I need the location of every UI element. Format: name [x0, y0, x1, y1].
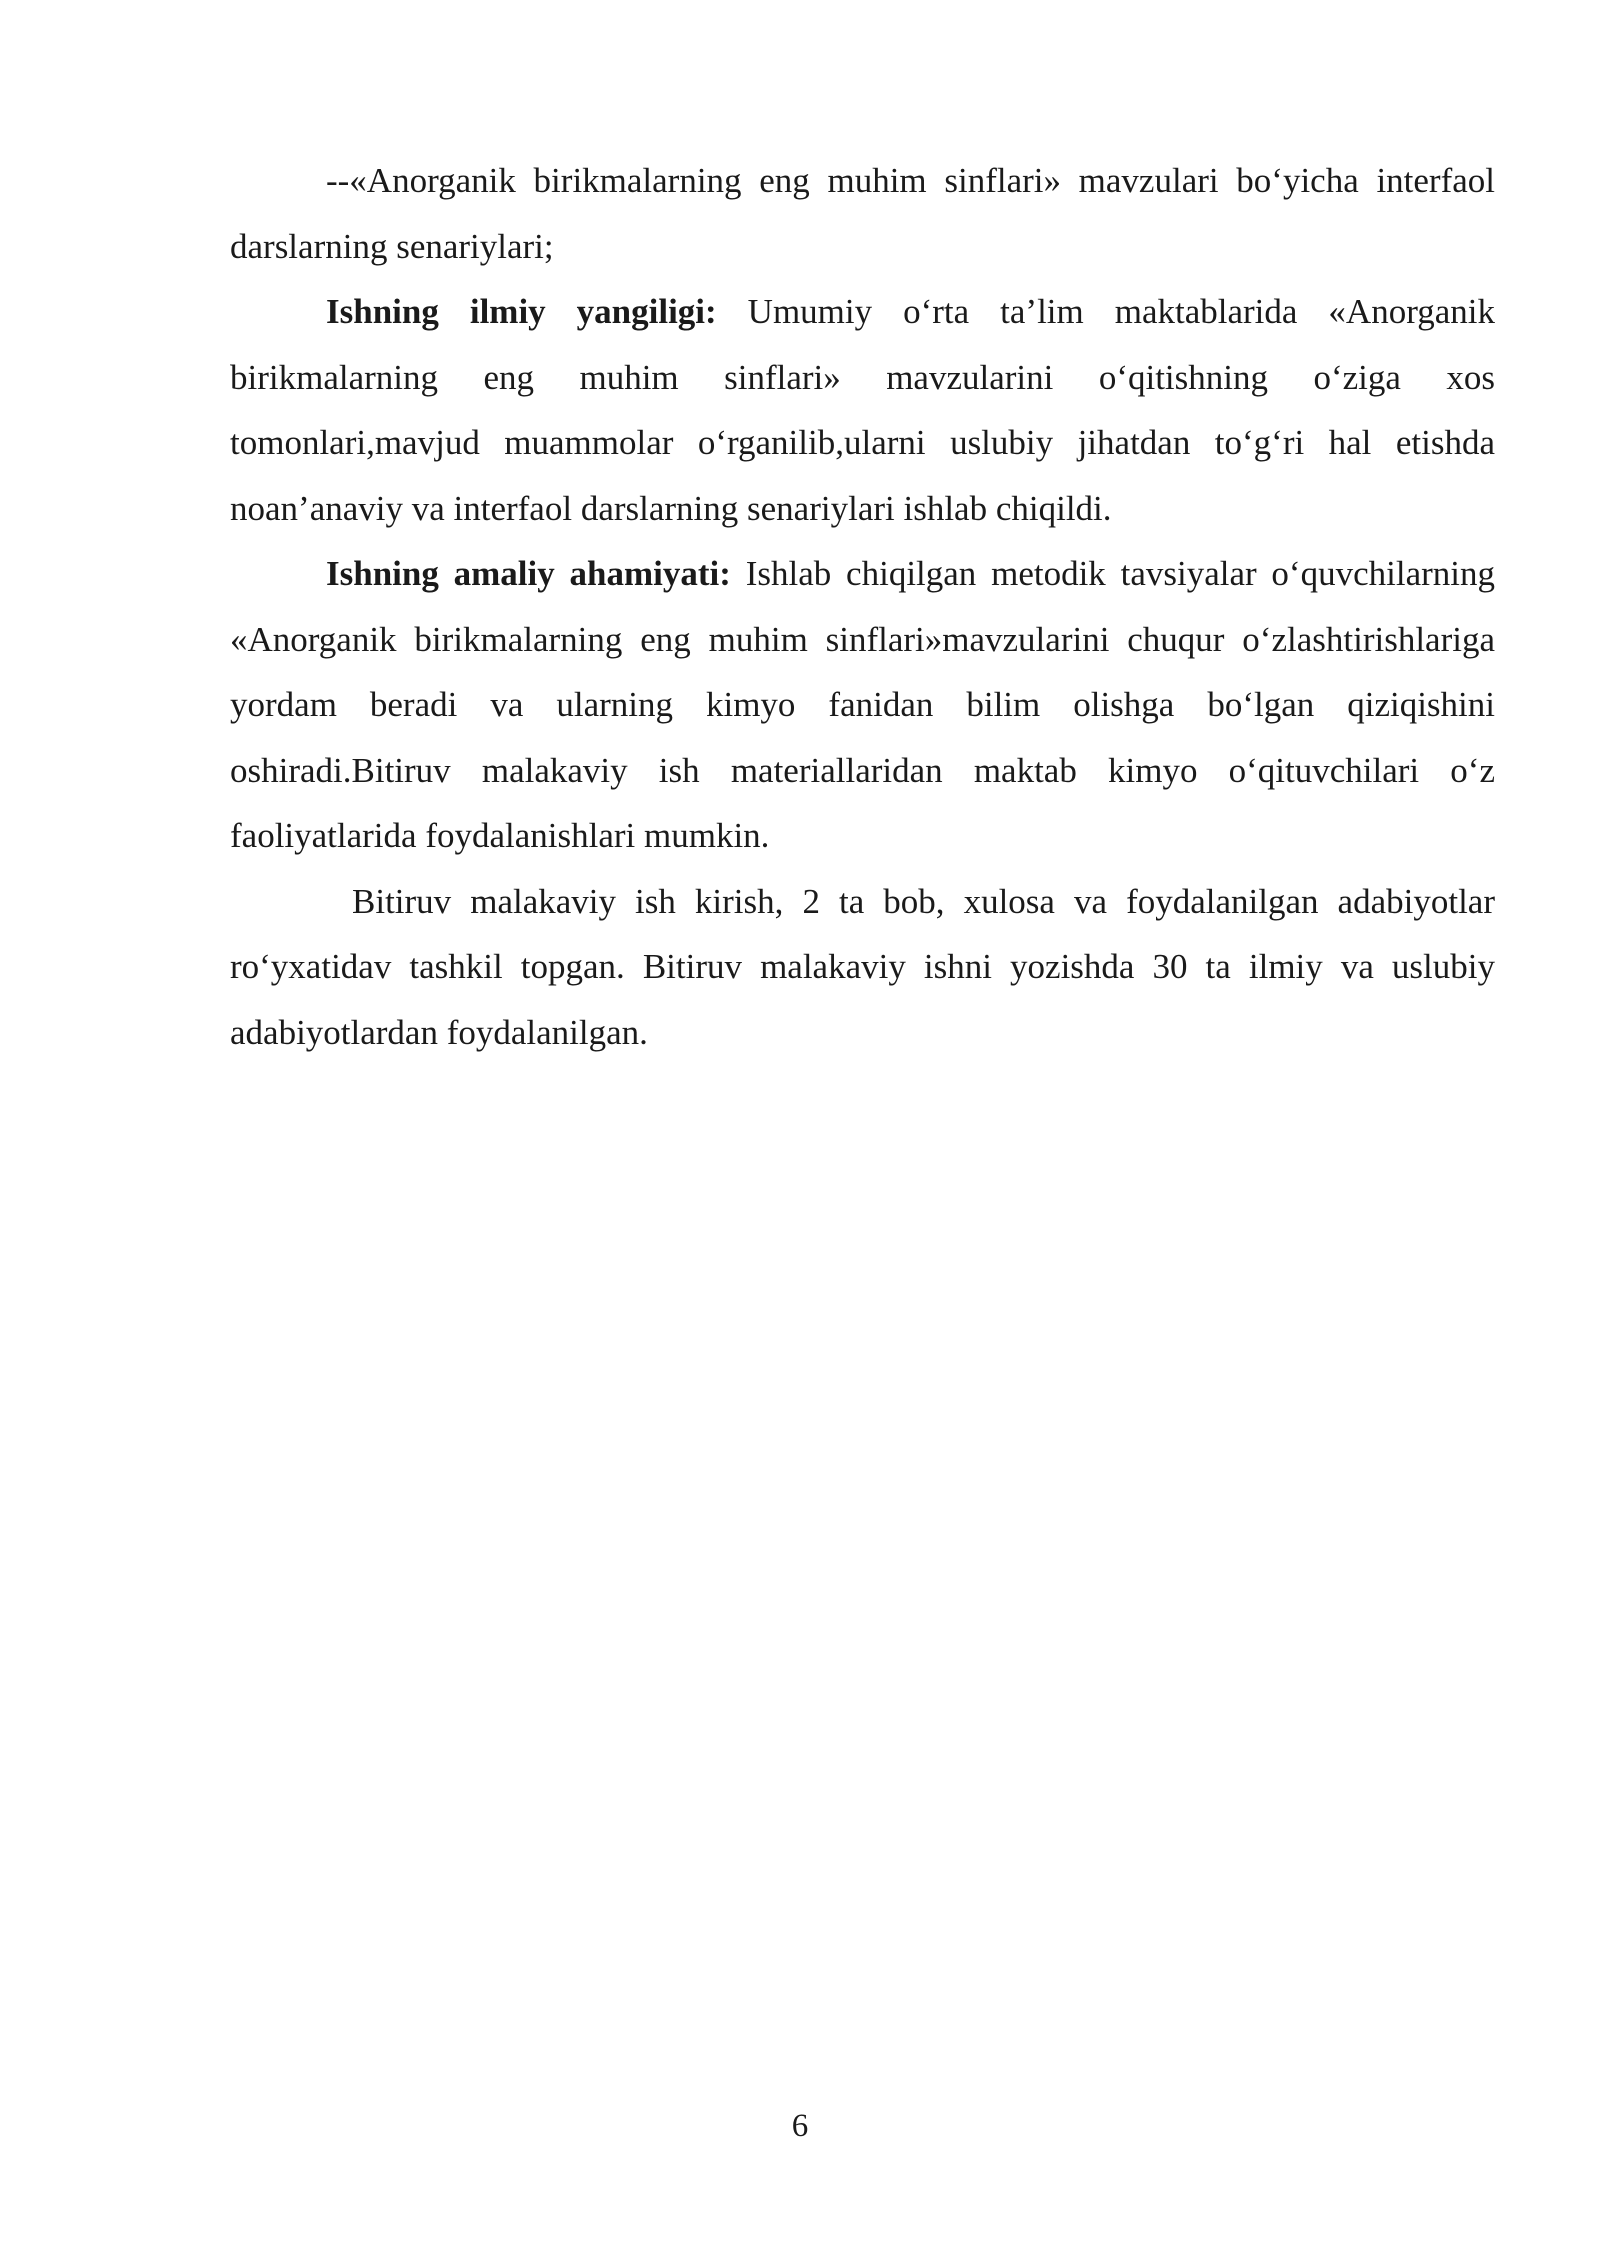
document-body — [230, 148, 1495, 1065]
paragraph-interactive-lessons — [230, 148, 1495, 279]
paragraph-practical-significance — [230, 541, 1495, 869]
paragraph-text: Bitiruv malakaviy ish kirish, 2 ta bob, xulosa va foydalanilgan adabiyotlar ro‘yxatidav tashkil topgan. Bitiruv malakaviy ishni yozishda 30 ta ilmiy va uslubiy adabiyotlardan foydalanilgan. — [230, 881, 1495, 1052]
paragraph-text: --«Anorganik birikmalarning eng muhim sinflari» mavzulari bo‘yicha interfaol darslarning senariylari; — [230, 161, 1495, 266]
paragraph-scientific-novelty — [230, 279, 1495, 541]
page-number: 6 — [791, 2108, 809, 2144]
paragraph-thesis-structure — [230, 869, 1495, 1066]
paragraph-text: Ishlab chiqilgan metodik tavsiyalar o‘quvchilarning «Anorganik birikmalarning eng muhim sinflari»mavzularini chuqur o‘zlashtirishlariga yordam beradi va ularning kimyo fanidan bilim olishga bo‘lgan qiziqishini oshiradi.Bitiruv malakaviy ish materiallaridan maktab kimyo o‘qituvchilari o‘z faoliyatlarida foydalanishlari mumkin. — [230, 554, 1495, 855]
paragraph-text: Umumiy o‘rta ta’lim maktablarida «Anorganik birikmalarning eng muhim sinflari» mavzularini o‘qitishning o‘ziga xos tomonlari,mavjud muammolar o‘rganilib,ularni uslubiy jihatdan to‘g‘ri hal etishda noan’anaviy va interfaol darslarning senariylari ishlab chiqildi. — [230, 292, 1495, 528]
paragraph-heading-scientific-novelty: Ishning ilmiy yangiligi: — [326, 292, 717, 331]
paragraph-heading-practical-significance: Ishning amaliy ahamiyati: — [326, 554, 731, 593]
